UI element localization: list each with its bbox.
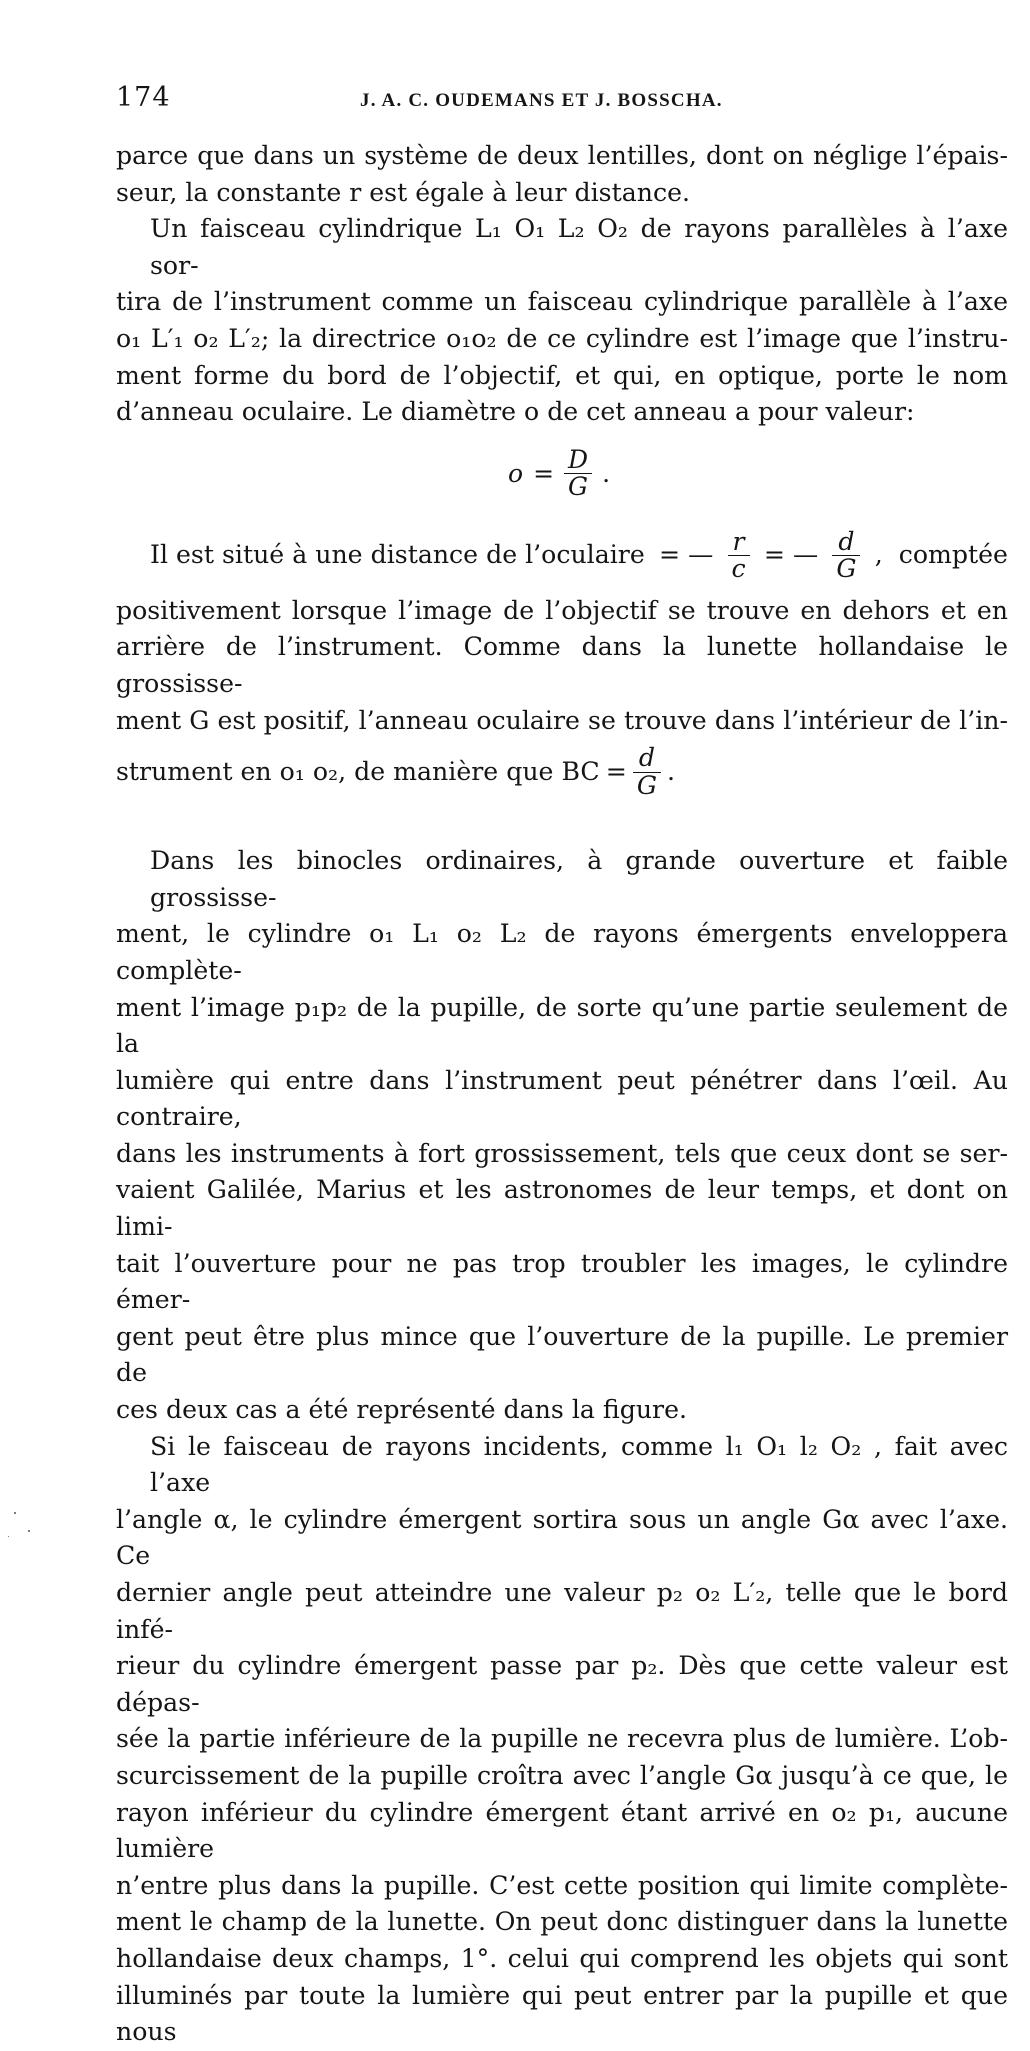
text-line: parce que dans un système de deux lentilles, dont on néglige l’épais-	[116, 141, 1008, 170]
text-line: illuminés par toute la lumière qui peut entrer par la pupille et que nous	[116, 1980, 1008, 2047]
text-line: dernier angle peut atteindre une valeur p₂ o₂ L′₂, telle que le bord infé-	[116, 1578, 1008, 1644]
equation-lhs: o	[508, 459, 524, 489]
text-fragment: strument en o₁ o₂, de manière que BC	[116, 756, 600, 786]
text-line: Dans les binocles ordinaires, à grande ouverture et faible grossisse-	[150, 846, 1008, 912]
text-line: rayon inférieur du cylindre émergent étant arrivé en o₂ p₁, aucune lumière	[116, 1797, 1008, 1864]
fraction-denominator: G	[636, 770, 657, 800]
equation-fraction	[564, 447, 592, 501]
paragraph-5	[116, 1429, 1008, 2051]
text-fragment: comptée	[898, 540, 1008, 570]
running-head: J. A. C. OUDEMANS ET J. BOSSCHA.	[360, 90, 723, 111]
bc-formula-line: strument en o₁ o₂, de manière que BC = $\frac{d}{G}$ .	[116, 743, 675, 800]
paragraph-4	[116, 843, 1008, 1429]
equation-anneau-diameter: o = $\frac{D}{G}$ .	[508, 445, 611, 502]
text-line: ment G est positif, l’anneau oculaire se trouve dans l’intérieur de l’in-	[116, 705, 1008, 735]
body-text	[116, 138, 1008, 2051]
scan-speck	[8, 1536, 9, 1537]
text-line: tira de l’instrument comme un faisceau cylindrique parallèle à l’axe	[116, 287, 1008, 317]
paragraph-3	[116, 519, 1008, 805]
page-header	[116, 82, 1008, 118]
equation-numerator: D	[564, 447, 592, 474]
fraction-denominator: G	[836, 554, 857, 584]
text-line: lumière qui entre dans l’instrument peut pénétrer dans l’œil. Au contraire,	[116, 1065, 1008, 1132]
scan-speck	[14, 1512, 16, 1514]
text-line: dans les instruments à fort grossissement, tels que ceux dont se ser-	[116, 1138, 1008, 1168]
text-fragment: Il est situé à une distance de l’oculaire	[150, 540, 645, 570]
text-line: l’angle α, le cylindre émergent sortira sous un angle Gα avec l’axe. Ce	[116, 1504, 1008, 1571]
text-line: o₁ L′₁ o₂ L′₂; la directrice o₁o₂ de ce cylindre est l’image que l’instru-	[116, 323, 1008, 353]
text-line: d’anneau oculaire. Le diamètre o de cet anneau a pour valeur:	[116, 397, 915, 427]
page-number: 174	[116, 82, 171, 113]
paragraph-1	[116, 138, 1008, 211]
text-line: tait l’ouverture pour ne pas trop troubler les images, le cylindre émer-	[116, 1248, 1008, 1315]
fraction-d-over-g	[633, 745, 661, 799]
fraction-numerator: r	[728, 529, 750, 556]
paragraph-2	[116, 211, 1008, 431]
fraction-numerator: d	[633, 745, 661, 772]
fraction-denominator: c	[731, 554, 746, 584]
fraction-d-over-g	[832, 526, 860, 584]
scan-speck	[28, 1530, 30, 1532]
text-line: Un faisceau cylindrique L₁ O₁ L₂ O₂ de rayons parallèles à l’axe sor-	[150, 214, 1008, 280]
distance-formula-line: Il est situé à une distance de l’oculaire = — $\frac{r}{c}$ = — $\frac{d}{G}$ , comptée	[150, 526, 1008, 584]
fraction-numerator: d	[832, 529, 860, 556]
text-line: rieur du cylindre émergent passe par p₂. Dès que cette valeur est dépas-	[116, 1651, 1008, 1717]
text-line: arrière de l’instrument. Comme dans la lunette hollandaise le grossisse-	[116, 632, 1008, 698]
text-line: hollandaise deux champs, 1°. celui qui comprend les objets qui sont	[116, 1943, 1008, 1973]
text-line: ment le champ de la lunette. On peut donc distinguer dans la lunette	[116, 1907, 1008, 1937]
text-line: gent peut être plus mince que l’ouverture de la pupille. Le premier de	[116, 1321, 1008, 1388]
text-line: ment l’image p₁p₂ de la pupille, de sorte qu’une partie seulement de la	[116, 992, 1008, 1059]
text-line: vaient Galilée, Marius et les astronomes de leur temps, et dont on limi-	[116, 1175, 1008, 1242]
text-line: sée la partie inférieure de la pupille ne recevra plus de lumière. L’ob-	[116, 1724, 1008, 1754]
text-line: ment forme du bord de l’objectif, et qui, en optique, porte le nom	[116, 360, 1008, 390]
text-line: n’entre plus dans la pupille. C’est cette position qui limite complète-	[116, 1870, 1008, 1900]
text-line: positivement lorsque l’image de l’objectif se trouve en dehors et en	[116, 595, 1008, 625]
text-line: ment, le cylindre o₁ L₁ o₂ L₂ de rayons émergents enveloppera complète-	[116, 919, 1008, 985]
text-line: ces deux cas a été représenté dans la figure.	[116, 1395, 687, 1425]
text-line: seur, la constante r est égale à leur distance.	[116, 177, 690, 207]
text-line: scurcissement de la pupille croîtra avec l’angle Gα jusqu’à ce que, le	[116, 1760, 1008, 1790]
fraction-r-over-c	[728, 526, 750, 584]
text-line: Si le faisceau de rayons incidents, comme l₁ O₁ l₂ O₂ , fait avec l’axe	[150, 1431, 1008, 1498]
equation-denominator: G	[568, 472, 589, 502]
